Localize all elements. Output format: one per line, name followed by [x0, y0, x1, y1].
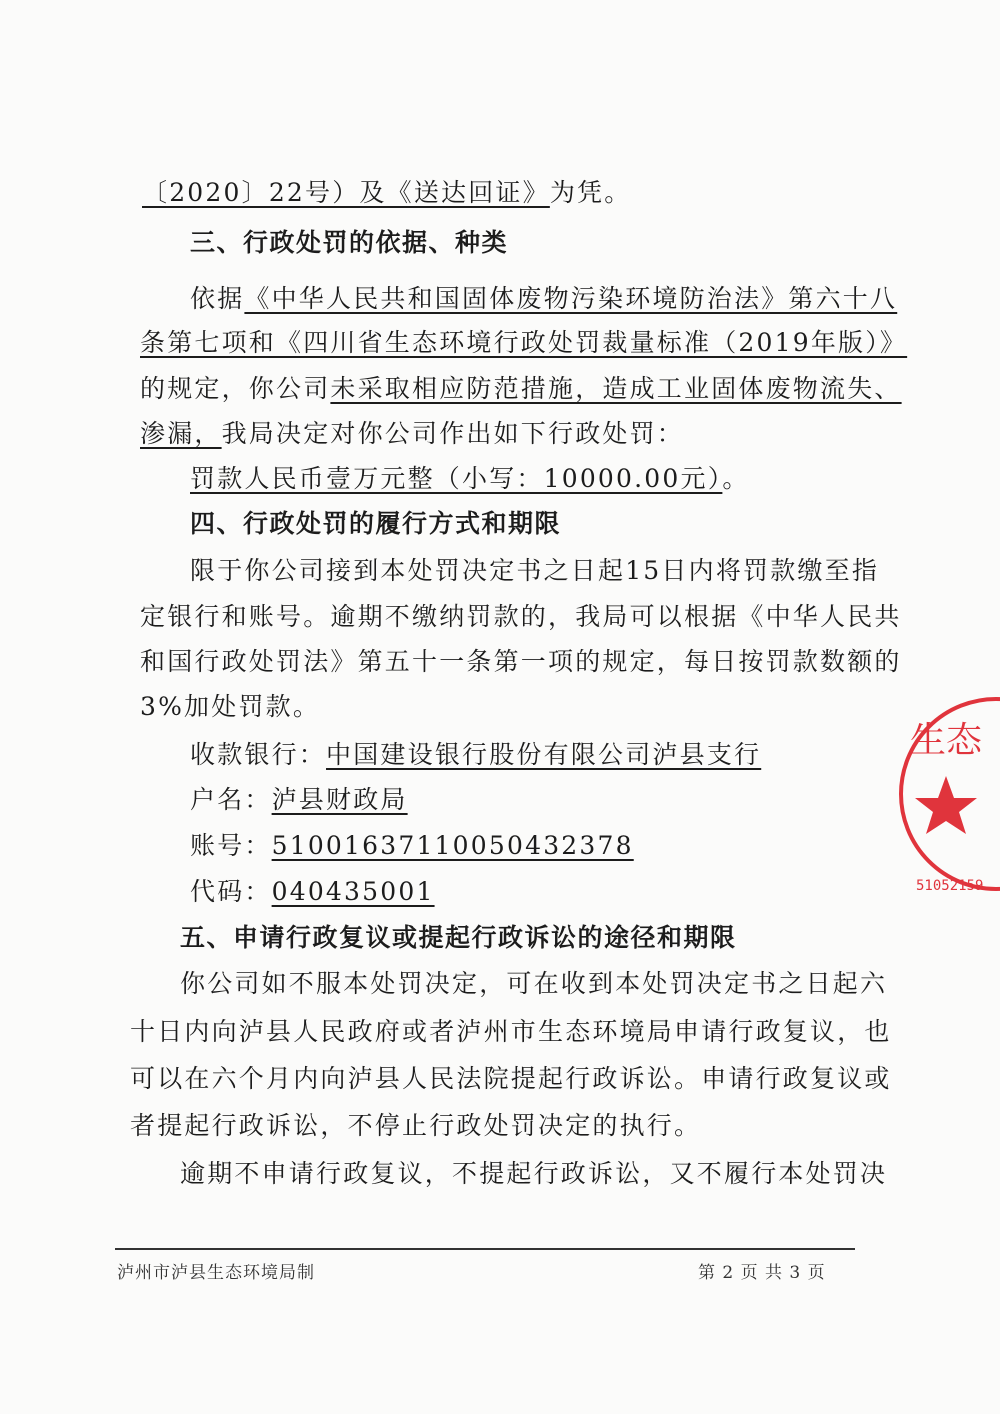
- text-fragment: 依据: [190, 284, 245, 313]
- footer-issuer: 泸州市泸县生态环境局制: [117, 1263, 315, 1283]
- footer-divider: [115, 1248, 855, 1250]
- name-label: 户名：: [190, 785, 272, 814]
- section-heading-3: 三、行政处罚的依据、种类: [190, 228, 509, 257]
- bank-label: 收款银行：: [190, 740, 327, 769]
- paragraph-line: 逾期不申请行政复议，不提起行政诉讼，又不履行本处罚决: [180, 1159, 888, 1188]
- code-label: 代码：: [190, 877, 272, 906]
- penalty-line: [190, 463, 750, 495]
- official-seal: [898, 690, 1000, 910]
- section-heading-4: 四、行政处罚的履行方式和期限: [190, 509, 562, 538]
- seal-text: 生态: [910, 720, 983, 761]
- name-value: 泸县财政局: [271, 785, 408, 814]
- paragraph-line: 十日内向泸县人民政府或者泸州市生态环境局申请行政复议，也: [130, 1017, 892, 1046]
- text-fragment: 的规定，你公司: [140, 374, 331, 403]
- continuation-line: [142, 177, 631, 209]
- paragraph-line: [190, 283, 897, 315]
- text-fragment: 我局决定对你公司作出如下行政处罚：: [221, 419, 685, 448]
- seal-number: 51052159: [916, 878, 984, 894]
- bank-row: [190, 739, 761, 771]
- text-fragment: 。: [722, 464, 750, 493]
- paragraph-line: 限于你公司接到本处罚决定书之日起15日内将罚款缴至指: [190, 556, 880, 585]
- account-number-row: [190, 830, 634, 862]
- bank-value: 中国建设银行股份有限公司泸县支行: [326, 740, 762, 769]
- footer-page-number: 第 2 页 共 3 页: [698, 1263, 826, 1283]
- account-value: 51001637110050432378: [271, 831, 634, 860]
- cited-law: 《中华人民共和国固体废物污染环境防治法》第六十八: [244, 284, 898, 313]
- paragraph-line: [140, 418, 684, 450]
- paragraph-line: 3%加处罚款。: [140, 692, 321, 721]
- code-value: 040435001: [271, 877, 435, 906]
- seal-star: [915, 776, 977, 834]
- paragraph-line: 者提起行政诉讼，不停止行政处罚决定的执行。: [130, 1111, 702, 1140]
- paragraph-line: 条第七项和《四川省生态环境行政处罚裁量标准（2019年版）》: [140, 328, 908, 357]
- paragraph-line: [140, 373, 902, 405]
- account-name-row: [190, 784, 408, 816]
- paragraph-line: 你公司如不服本处罚决定，可在收到本处罚决定书之日起六: [180, 969, 888, 998]
- text-fragment: 为凭。: [549, 178, 632, 207]
- account-label: 账号：: [190, 831, 272, 860]
- section-heading-5: 五、申请行政复议或提起行政诉讼的途径和期限: [180, 923, 737, 952]
- violation-text: 未采取相应防范措施，造成工业固体废物流失、: [330, 374, 902, 403]
- code-row: [190, 876, 435, 908]
- paragraph-line: 定银行和账号。逾期不缴纳罚款的，我局可以根据《中华人民共: [140, 602, 902, 631]
- paragraph-line: 和国行政处罚法》第五十一条第一项的规定，每日按罚款数额的: [140, 647, 902, 676]
- violation-text: 渗漏，: [140, 419, 222, 448]
- penalty-amount: 罚款人民币壹万元整（小写：10000.00元）: [190, 464, 723, 493]
- cited-documents: 〔2020〕22号）及《送达回证》: [142, 178, 550, 207]
- paragraph-line: 可以在六个月内向泸县人民法院提起行政诉讼。申请行政复议或: [130, 1064, 892, 1093]
